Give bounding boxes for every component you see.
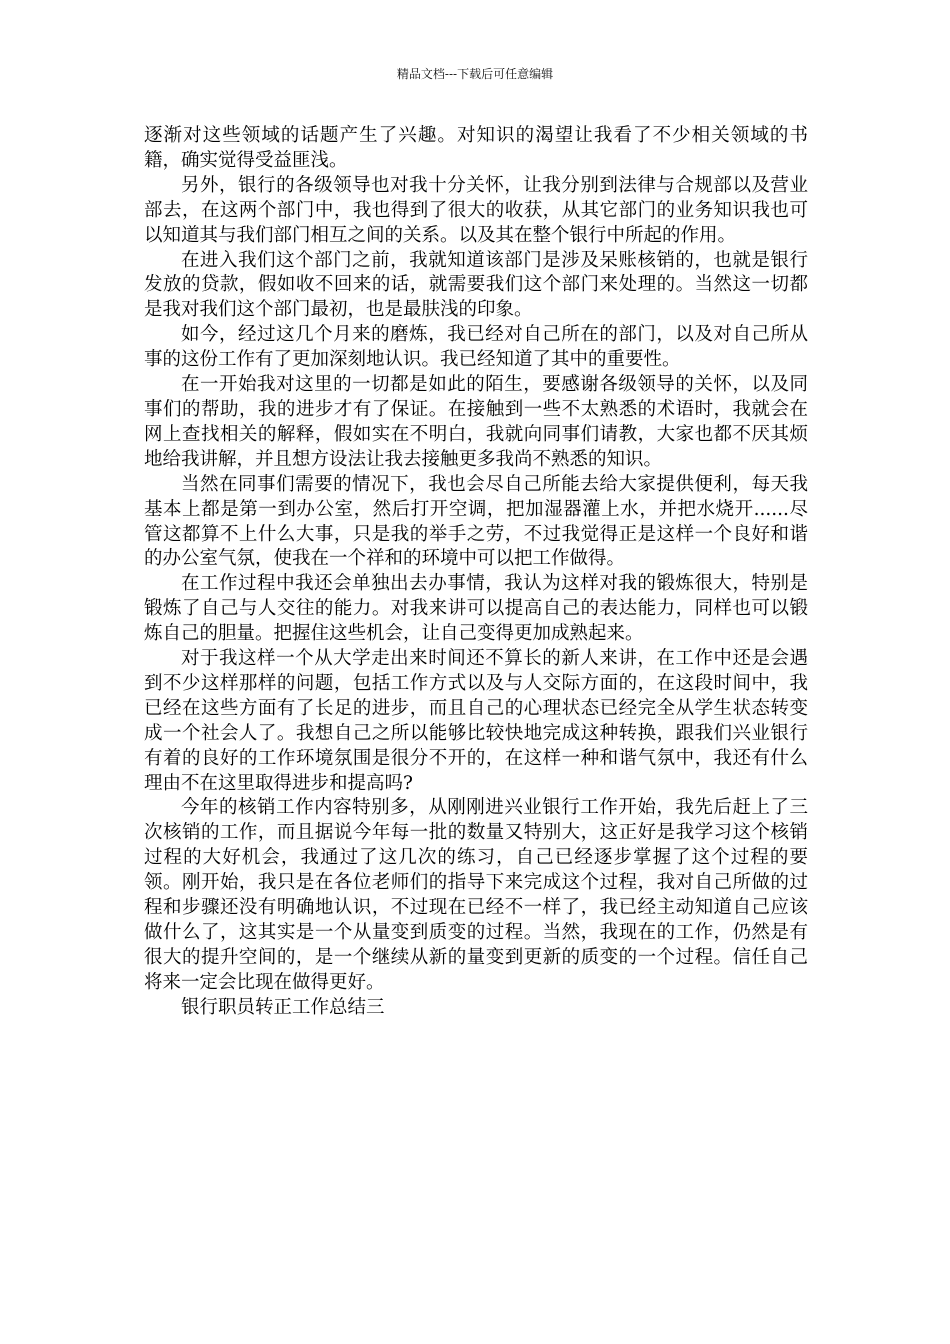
document-body bbox=[144, 124, 808, 1021]
paragraph: 今年的核销工作内容特别多，从刚刚进兴业银行工作开始，我先后赶上了三次核销的工作，而且据说今年每一批的数量又特别大，这正好是我学习这个核销过程的大好机会，我通过了这几次的练习，自己已经逐步掌握了这个过程的要领。刚开始，我只是在各位老师们的指导下来完成这个过程，我对自己所做的过程和步骤还没有明确地认识，不过现在已经不一样了，我已经主动知道自己应该做什么了，这其实是一个从量变到质变的过程。当然，我现在的工作，仍然是有很大的提升空间的，是一个继续从新的量变到更新的质变的一个过程。信任自己将来一定会比现在做得更好。 bbox=[144, 797, 808, 993]
paragraph: 如今，经过这几个月来的磨炼，我已经对自己所在的部门，以及对自己所从事的这份工作有了更加深刻地认识。我已经知道了其中的重要性。 bbox=[144, 324, 808, 371]
page-header: 精品文档---下载后可任意编辑 bbox=[396, 67, 554, 81]
paragraph: 逐渐对这些领域的话题产生了兴趣。对知识的渴望让我看了不少相关领域的书籍，确实觉得受益匪浅。 bbox=[144, 125, 808, 171]
paragraph: 在一开始我对这里的一切都是如此的陌生，要感谢各级领导的关怀，以及同事们的帮助，我的进步才有了保证。在接触到一些不太熟悉的术语时，我就会在网上查找相关的解释，假如实在不明白，我就向同事们请教，大家也都不厌其烦地给我讲解，并且想方设法让我去接触更多我尚不熟悉的知识。 bbox=[144, 374, 808, 470]
paragraph: 在工作过程中我还会单独出去办事情，我认为这样对我的锻炼很大，特别是锻炼了自己与人交往的能力。对我来讲可以提高自己的表达能力，同样也可以锻炼自己的胆量。把握住这些机会，让自己变得更加成熟起来。 bbox=[144, 573, 808, 645]
paragraph: 当然在同事们需要的情况下，我也会尽自己所能去给大家提供便利，每天我基本上都是第一到办公室，然后打开空调，把加湿器灌上水，并把水烧开......尽管这都算不上什么大事，只是我的举手之劳，不过我觉得正是这样一个良好和谐的办公室气氛，使我在一个祥和的环境中可以把工作做得。 bbox=[144, 473, 808, 570]
paragraph: 对于我这样一个从大学走出来时间还不算长的新人来讲，在工作中还是会遇到不少这样那样的问题，包括工作方式以及与人交际方面的，在这段时间中，我已经在这些方面有了长足的进步，而且自己的心理状态已经完全从学生状态转变成一个社会人了。我想自己之所以能够比较快地完成这种转换，跟我们兴业银行有着的良好的工作环境氛围是很分不开的，在这样一种和谐气氛中，我还有什么理由不在这里取得进步和提高吗? bbox=[144, 648, 808, 794]
paragraph: 在进入我们这个部门之前，我就知道该部门是涉及呆账核销的，也就是银行发放的贷款，假如收不回来的话，就需要我们这个部门来处理的。当然这一切都是我对我们这个部门最初，也是最肤浅的印象。 bbox=[144, 249, 808, 321]
section-heading: 银行职员转正工作总结三 bbox=[181, 996, 385, 1018]
paragraph: 另外，银行的各级领导也对我十分关怀，让我分别到法律与合规部以及营业部去，在这两个部门中，我也得到了很大的收获，从其它部门的业务知识我也可以知道其与我们部门相互之间的关系。以及其在整个银行中所起的作用。 bbox=[144, 174, 808, 246]
